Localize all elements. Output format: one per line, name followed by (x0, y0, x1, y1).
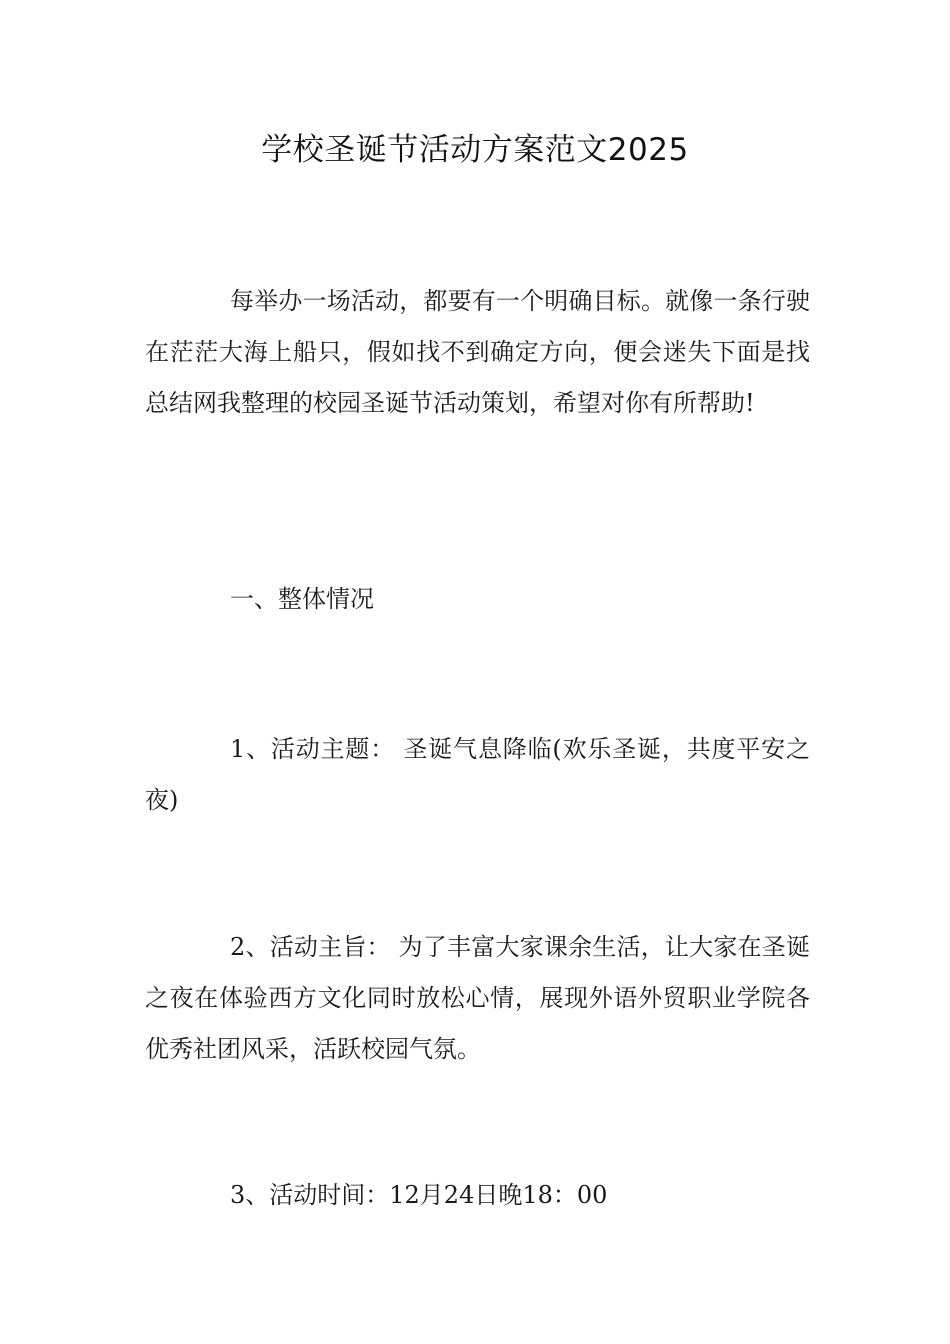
intro-paragraph: 每举办一场活动，都要有一个明确目标。就像一条行驶在茫茫大海上船只，假如找不到确定方向，便会迷失下面是找总结网我整理的校园圣诞节活动策划，希望对你有所帮助! (145, 287, 810, 417)
item-activity-time: 3、活动时间：12月24日晚18：00 (230, 1181, 608, 1209)
item-activity-purpose: 2、活动主旨： 为了丰富大家课余生活，让大家在圣诞之夜在体验西方文化同时放松心情，展现外语外贸职业学院各优秀社团风采，活跃校园气氛。 (145, 933, 810, 1063)
document-title: 学校圣诞节活动方案范文2025 (261, 132, 689, 168)
item-activity-theme: 1、活动主题： 圣诞气息降临(欢乐圣诞，共度平安之夜) (145, 735, 810, 814)
section-heading-overview: 一、整体情况 (230, 585, 374, 613)
